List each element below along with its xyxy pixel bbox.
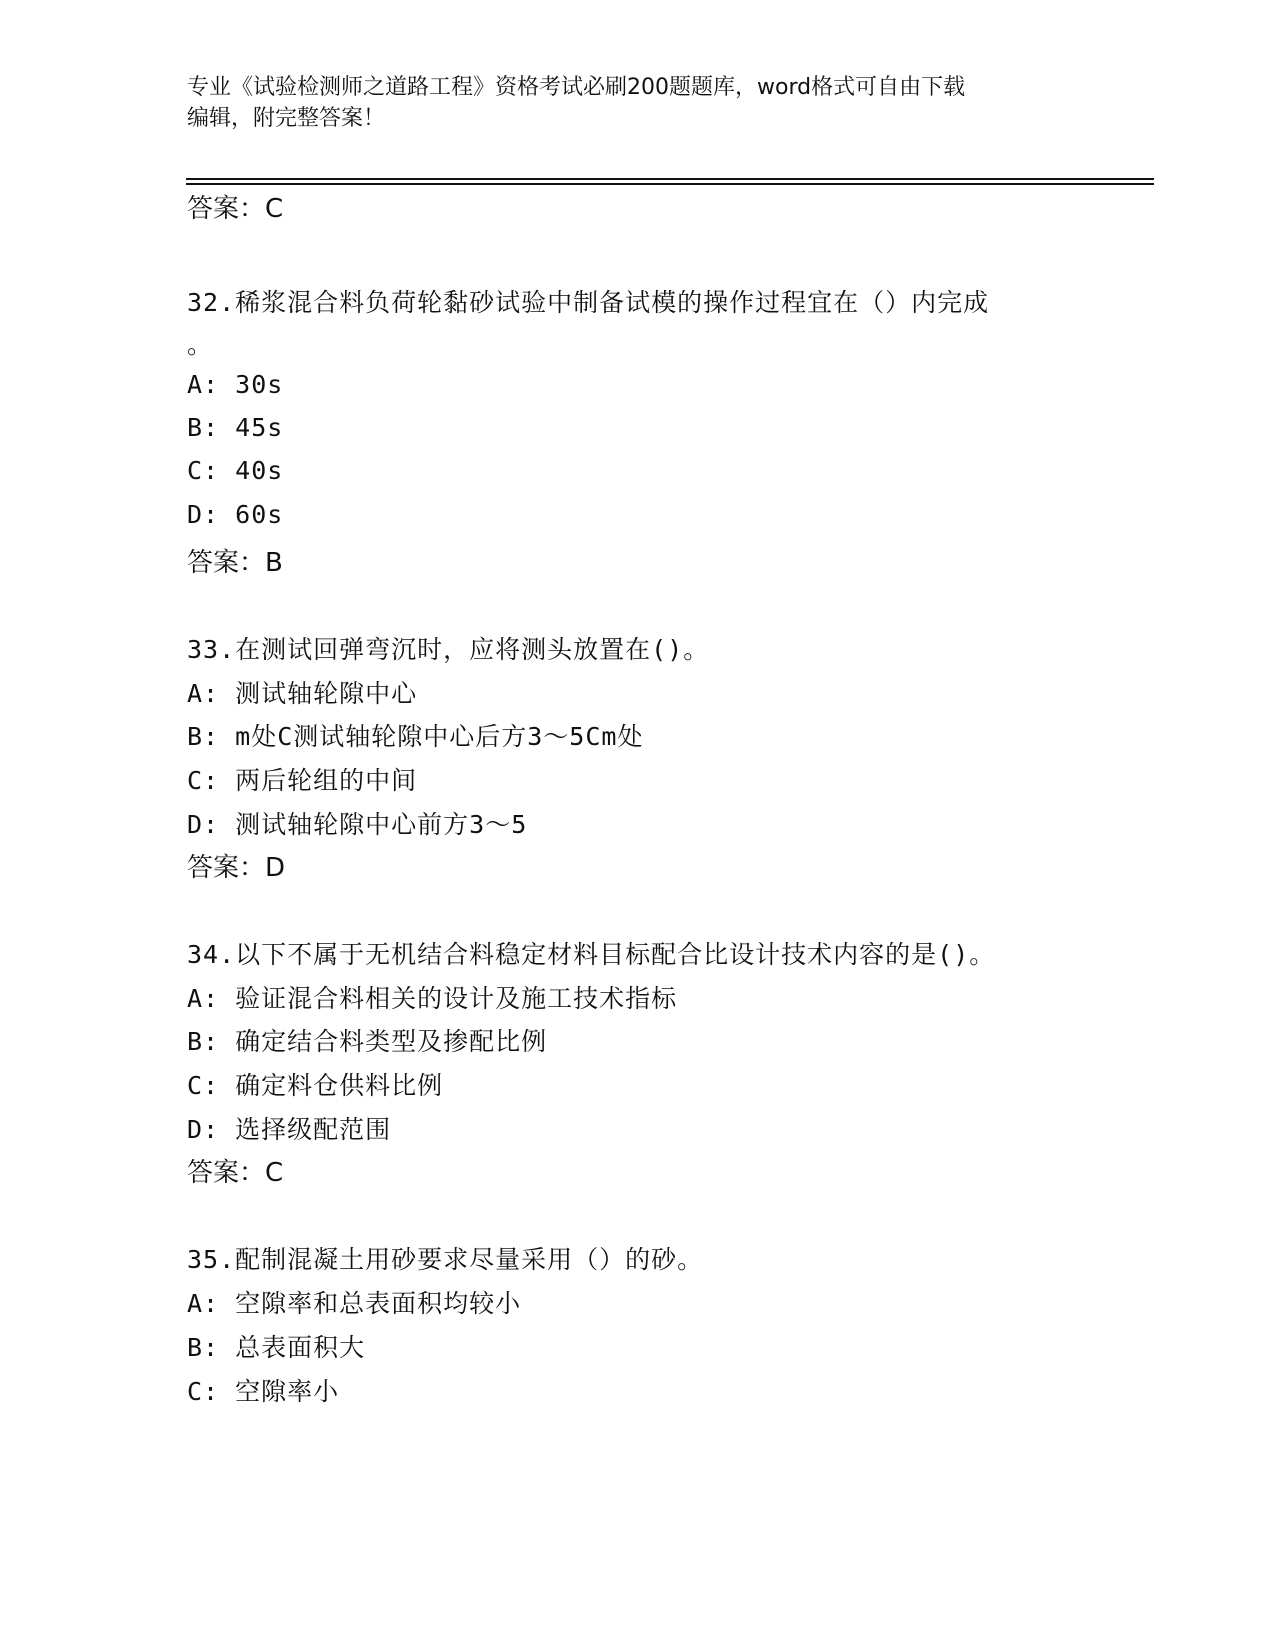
document-header [187, 72, 1087, 134]
question-34-option-c: C: 确定料仓供料比例 [187, 1071, 444, 1100]
header-divider-bottom [186, 183, 1154, 185]
question-34-option-a: A: 验证混合料相关的设计及施工技术指标 [187, 984, 678, 1013]
question-35-option-c: C: 空隙率小 [187, 1377, 340, 1406]
question-32-option-b: B: 45s [187, 413, 284, 442]
question-32-option-c: C: 40s [187, 456, 284, 485]
question-33-option-c: C: 两后轮组的中间 [187, 766, 418, 795]
question-33-option-a: A: 测试轴轮隙中心 [187, 679, 418, 708]
answer-q34: 答案：C [187, 1158, 284, 1188]
question-35-option-a: A: 空隙率和总表面积均较小 [187, 1289, 522, 1318]
header-title-line2: 编辑，附完整答案！ [187, 106, 386, 131]
question-34-option-d: D: 选择级配范围 [187, 1115, 392, 1144]
question-32-option-d: D: 60s [187, 500, 284, 529]
header-title-line1: 专业《试验检测师之道路工程》资格考试必刷200题题库，word格式可自由下载 [187, 75, 966, 100]
question-35-stem: 35.配制混凝土用砂要求尽量采用（）的砂。 [187, 1245, 704, 1274]
question-33-option-d: D: 测试轴轮隙中心前方3～5 [187, 810, 528, 839]
answer-q33: 答案：D [187, 853, 286, 883]
question-35-option-b: B: 总表面积大 [187, 1333, 366, 1362]
question-34-stem: 34.以下不属于无机结合料稳定材料目标配合比设计技术内容的是()。 [187, 940, 996, 969]
question-33-stem: 33.在测试回弹弯沉时，应将测头放置在()。 [187, 635, 710, 664]
answer-q32: 答案：B [187, 548, 283, 578]
question-32-stem: 32.稀浆混合料负荷轮黏砂试验中制备试模的操作过程宜在（）内完成 [187, 288, 990, 317]
question-33-option-b: B: m处C测试轴轮隙中心后方3～5Cm处 [187, 722, 644, 751]
question-34-option-b: B: 确定结合料类型及掺配比例 [187, 1027, 548, 1056]
question-32-option-a: A: 30s [187, 370, 284, 399]
header-divider-top [186, 178, 1154, 180]
question-32-stem-continuation: 。 [187, 330, 214, 359]
answer-q31: 答案：C [187, 194, 284, 224]
